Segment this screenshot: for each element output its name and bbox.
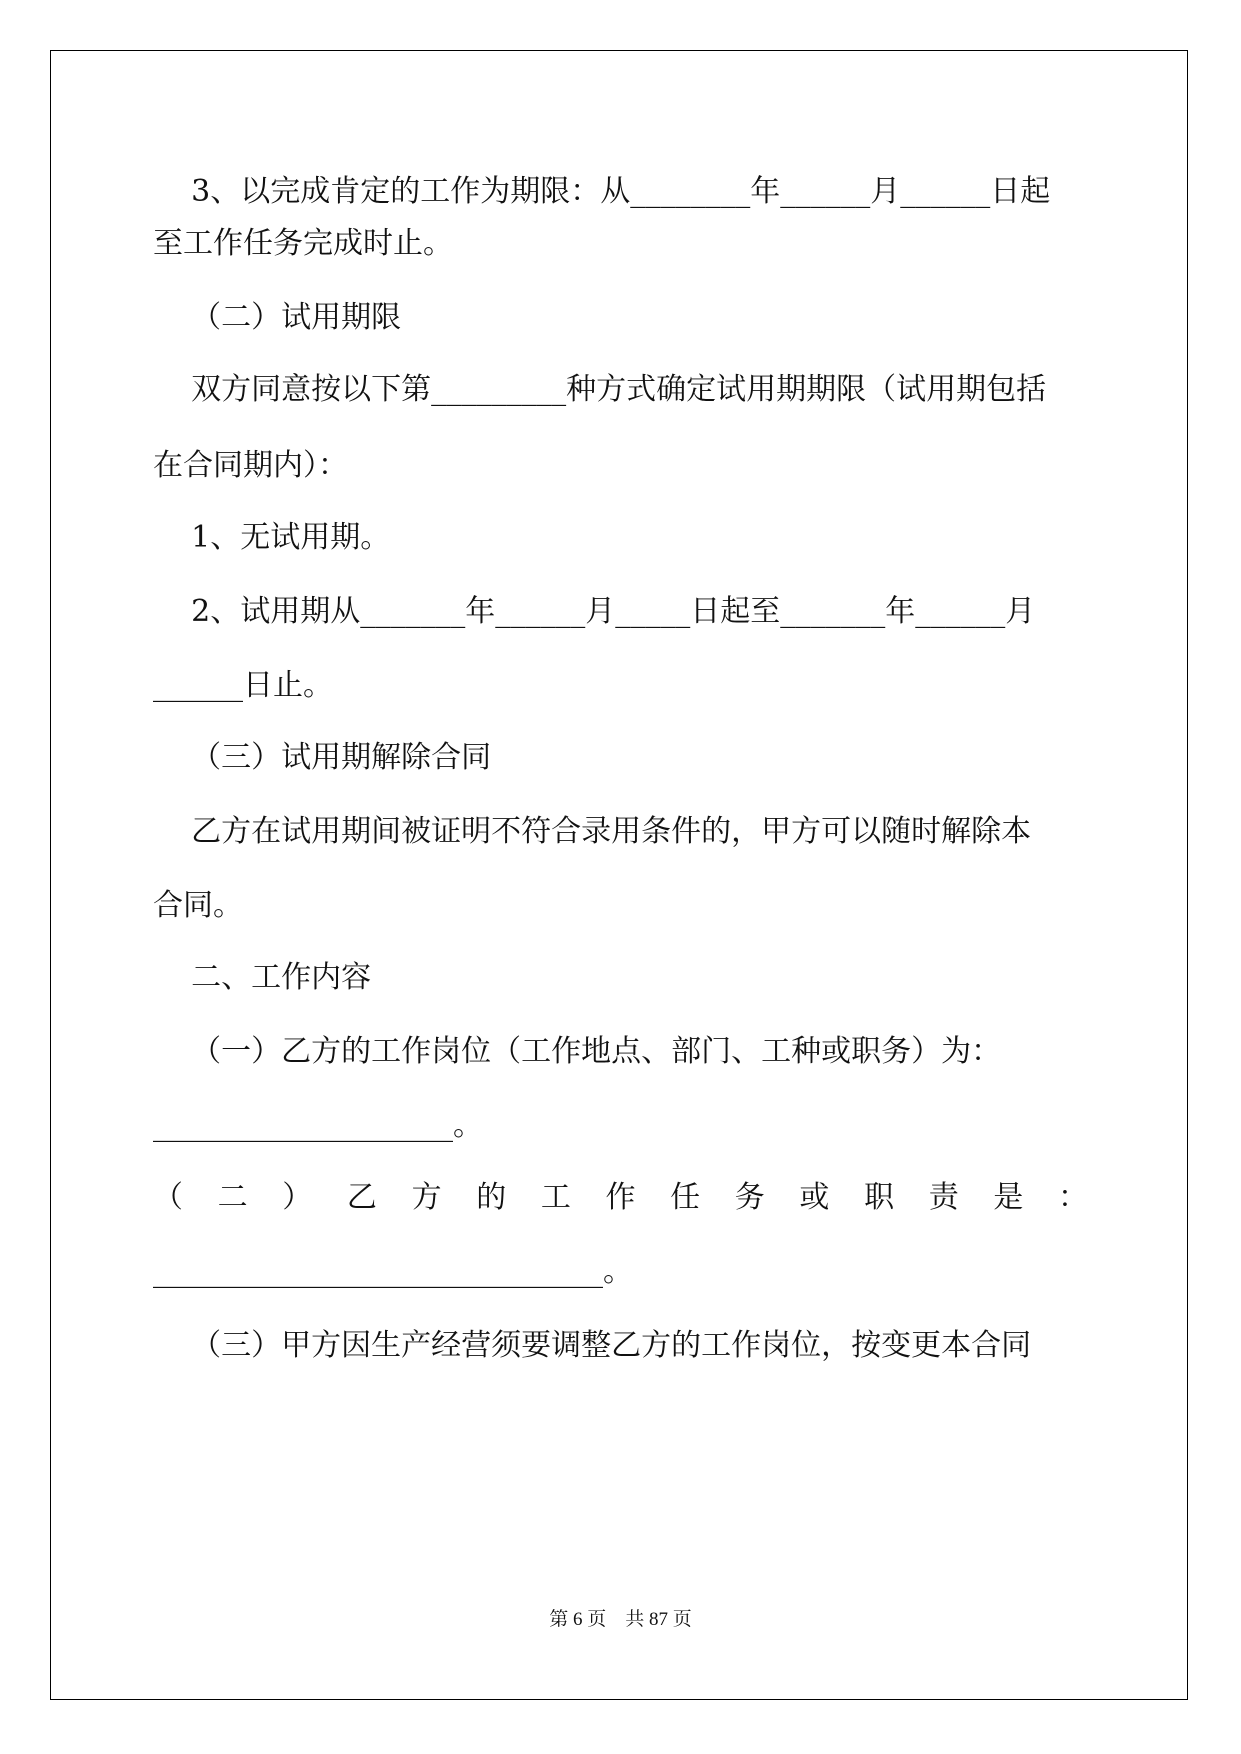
- text-line: ______________________________。: [153, 1254, 633, 1289]
- section-heading: （三）试用期解除合同: [153, 740, 492, 775]
- text-line: （ 二 ） 乙 方 的 工 作 任 务 或 职 责 是 ：: [153, 1180, 1088, 1215]
- text-line: （三）甲方因生产经营须要调整乙方的工作岗位，按变更本合同: [153, 1328, 1032, 1363]
- page-footer: 第 6 页 共 87 页: [549, 1609, 692, 1630]
- text-line: 3、以完成肯定的工作为期限：从________年______月______日起: [153, 174, 1051, 209]
- text-line: 至工作任务完成时止。: [153, 226, 453, 261]
- page-border: [50, 50, 1188, 1700]
- text-line: 在合同期内）：: [153, 448, 348, 483]
- section-heading: 二、工作内容: [153, 960, 372, 995]
- section-heading: （二）试用期限: [153, 300, 402, 335]
- text-line: ______日止。: [153, 668, 333, 703]
- text-line: 合同。: [153, 888, 243, 923]
- text-line: （一）乙方的工作岗位（工作地点、部门、工种或职务）为：: [153, 1034, 1002, 1069]
- text-line: 2、试用期从_______年______月_____日起至_______年______月: [153, 594, 1036, 629]
- text-line: 双方同意按以下第_________种方式确定试用期期限（试用期包括: [153, 372, 1047, 407]
- text-line: 乙方在试用期间被证明不符合录用条件的，甲方可以随时解除本: [153, 814, 1032, 849]
- text-line: 1、无试用期。: [153, 520, 391, 555]
- text-line: ____________________。: [153, 1108, 483, 1143]
